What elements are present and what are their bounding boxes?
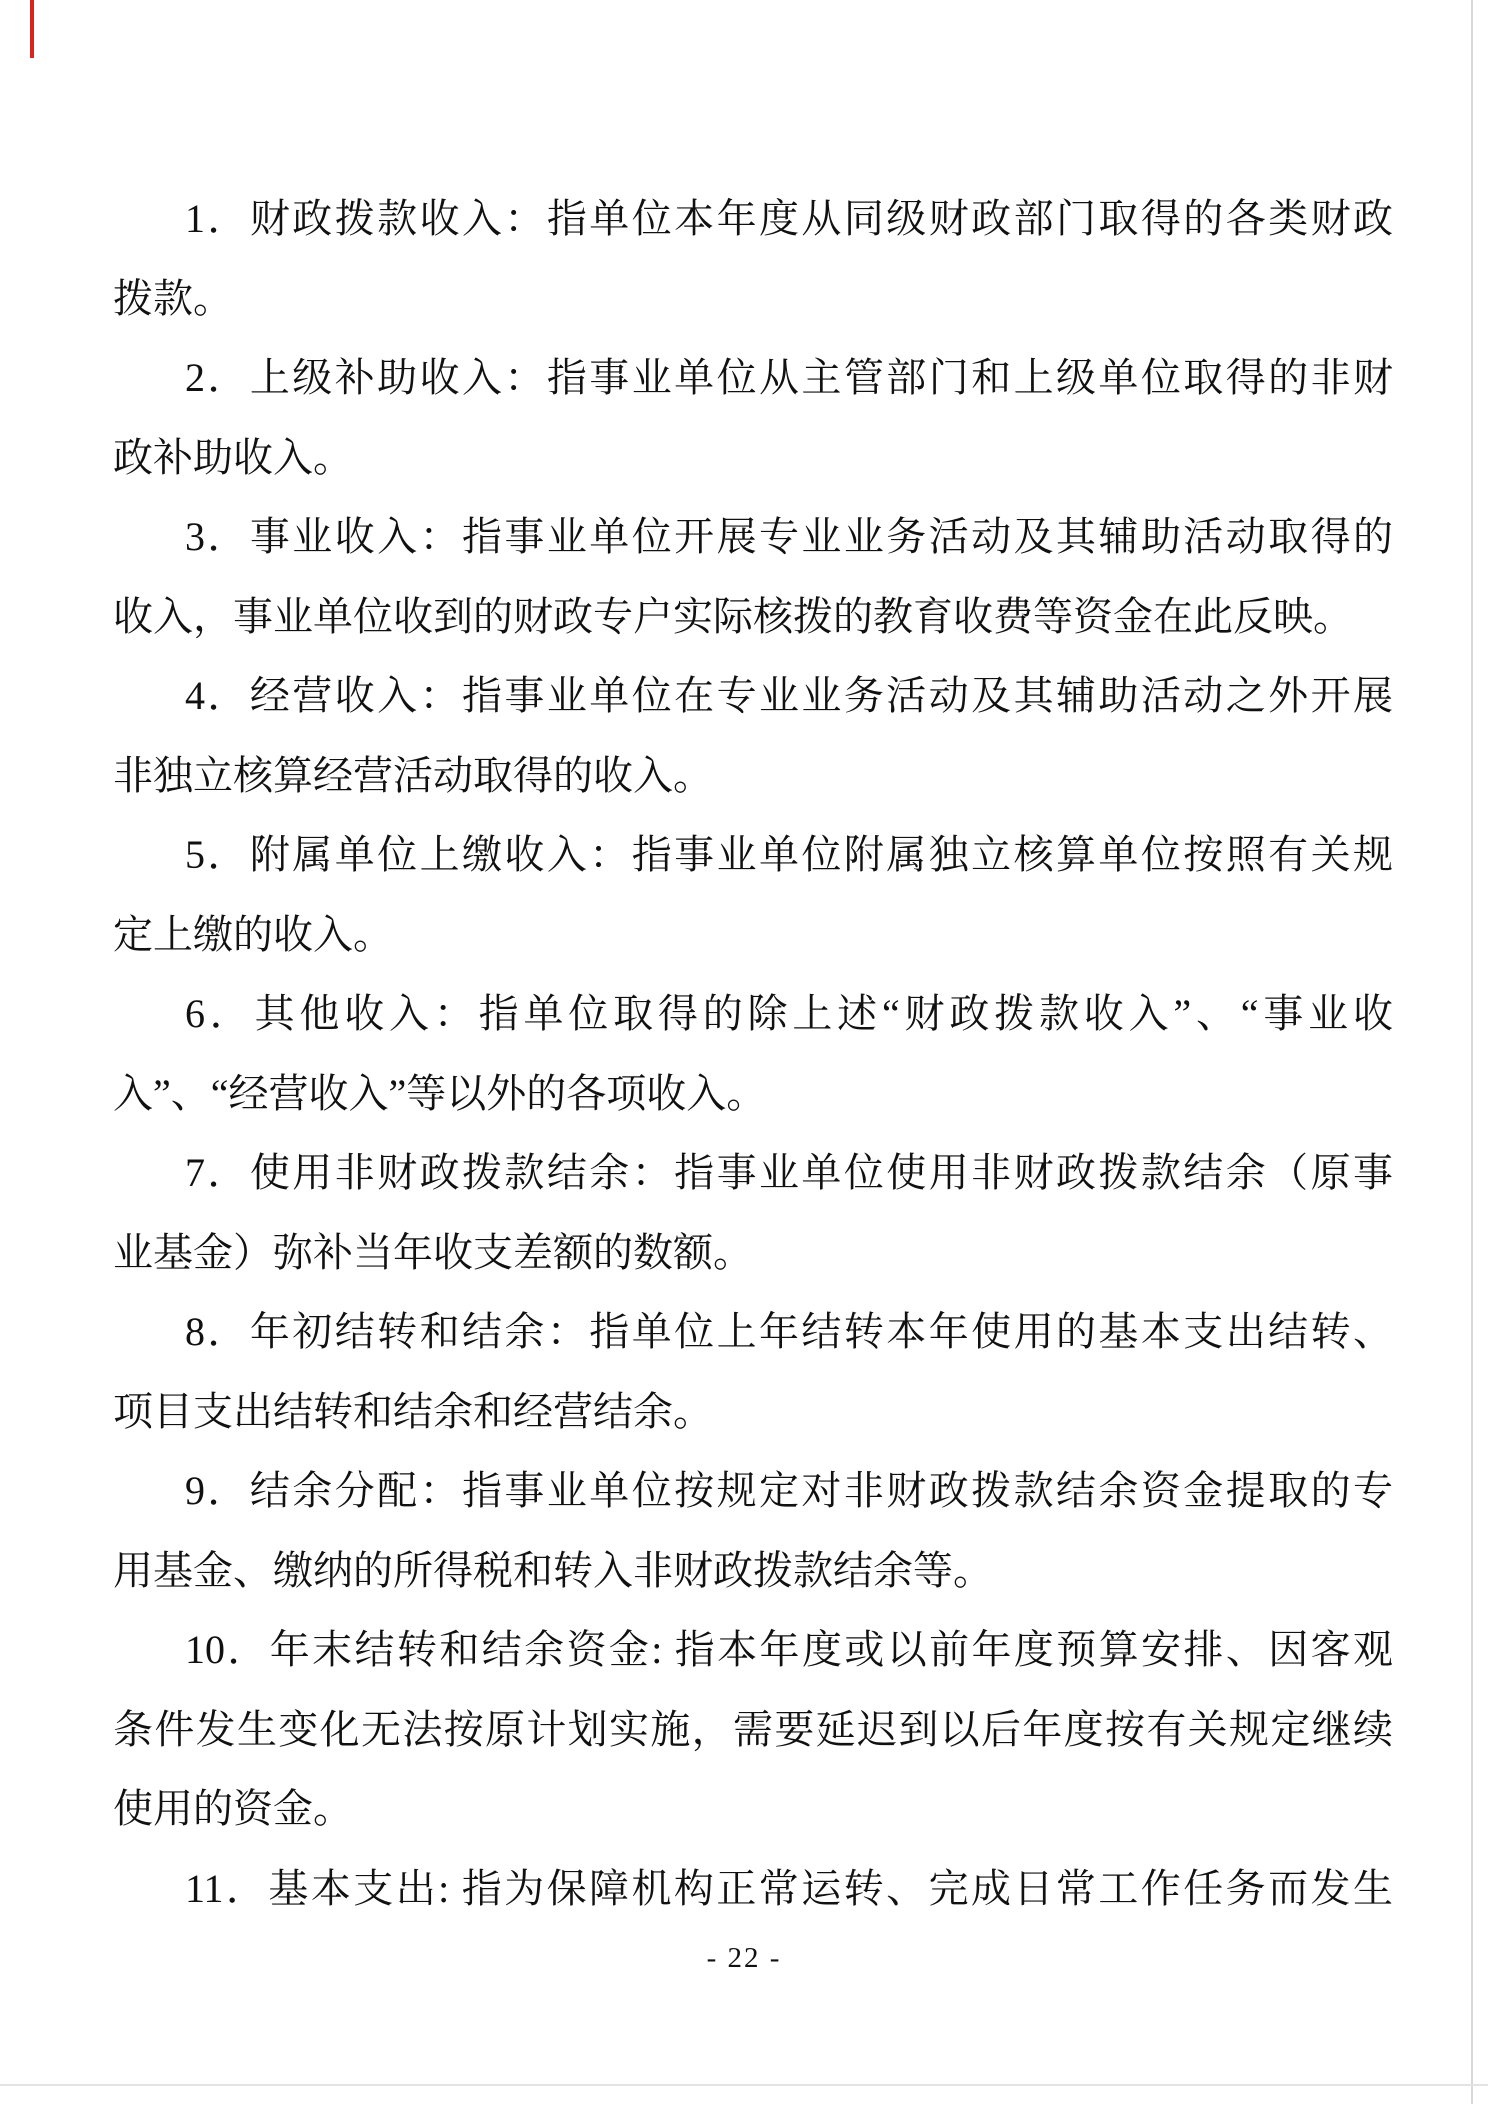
page-number: - 22 - [706,1942,782,1974]
text-line: 7．使用非财政拨款结余：指事业单位使用非财政拨款结余（原事 [185,1150,1393,1195]
paragraph [113,656,1393,815]
scan-edge-right [1471,0,1473,2104]
text-line: 10．年末结转和结余资金: 指本年度或以前年度预算安排、因客观 [185,1627,1393,1672]
paragraph [113,974,1393,1133]
text-line: 拨款。 [113,275,233,321]
text-line: 用基金、缴纳的所得税和转入非财政拨款结余等。 [113,1547,993,1593]
text-line: 8．年初结转和结余：指单位上年结转本年使用的基本支出结转、 [185,1309,1393,1354]
paragraph [113,338,1393,497]
scan-edge-bottom [0,2084,1488,2086]
text-line: 收入，事业单位收到的财政专户实际核拨的教育收费等资金在此反映。 [113,593,1353,639]
paragraph [113,497,1393,656]
paragraph [113,1849,1393,1929]
text-line: 4．经营收入：指事业单位在专业业务活动及其辅助活动之外开展 [185,673,1393,718]
text-line: 9．结余分配：指事业单位按规定对非财政拨款结余资金提取的专 [185,1468,1393,1513]
text-line: 条件发生变化无法按原计划实施，需要延迟到以后年度按有关规定继续 [113,1706,1393,1752]
text-line: 6．其他收入：指单位取得的除上述“财政拨款收入”、“事业收 [185,991,1393,1036]
paragraph [113,1610,1393,1849]
paragraph [113,179,1393,338]
text-line: 3．事业收入：指事业单位开展专业业务活动及其辅助活动取得的 [185,514,1393,559]
text-line: 5．附属单位上缴收入：指事业单位附属独立核算单位按照有关规 [185,832,1393,877]
document-body [113,179,1393,1928]
paragraph [113,815,1393,974]
text-line: 1．财政拨款收入：指单位本年度从同级财政部门取得的各类财政 [185,196,1393,241]
text-line: 业基金）弥补当年收支差额的数额。 [113,1229,753,1275]
text-line: 政补助收入。 [113,434,353,480]
paragraph [113,1292,1393,1451]
text-line: 入”、“经营收入”等以外的各项收入。 [113,1070,767,1116]
text-line: 2．上级补助收入：指事业单位从主管部门和上级单位取得的非财 [185,355,1393,400]
paragraph [113,1133,1393,1292]
text-line: 非独立核算经营活动取得的收入。 [113,752,713,798]
text-line: 项目支出结转和结余和经营结余。 [113,1388,713,1434]
text-line: 使用的资金。 [113,1786,353,1831]
paragraph [113,1451,1393,1610]
red-registration-mark [30,0,34,58]
text-line: 定上缴的收入。 [113,911,393,957]
text-line: 11．基本支出: 指为保障机构正常运转、完成日常工作任务而发生 [185,1865,1393,1911]
